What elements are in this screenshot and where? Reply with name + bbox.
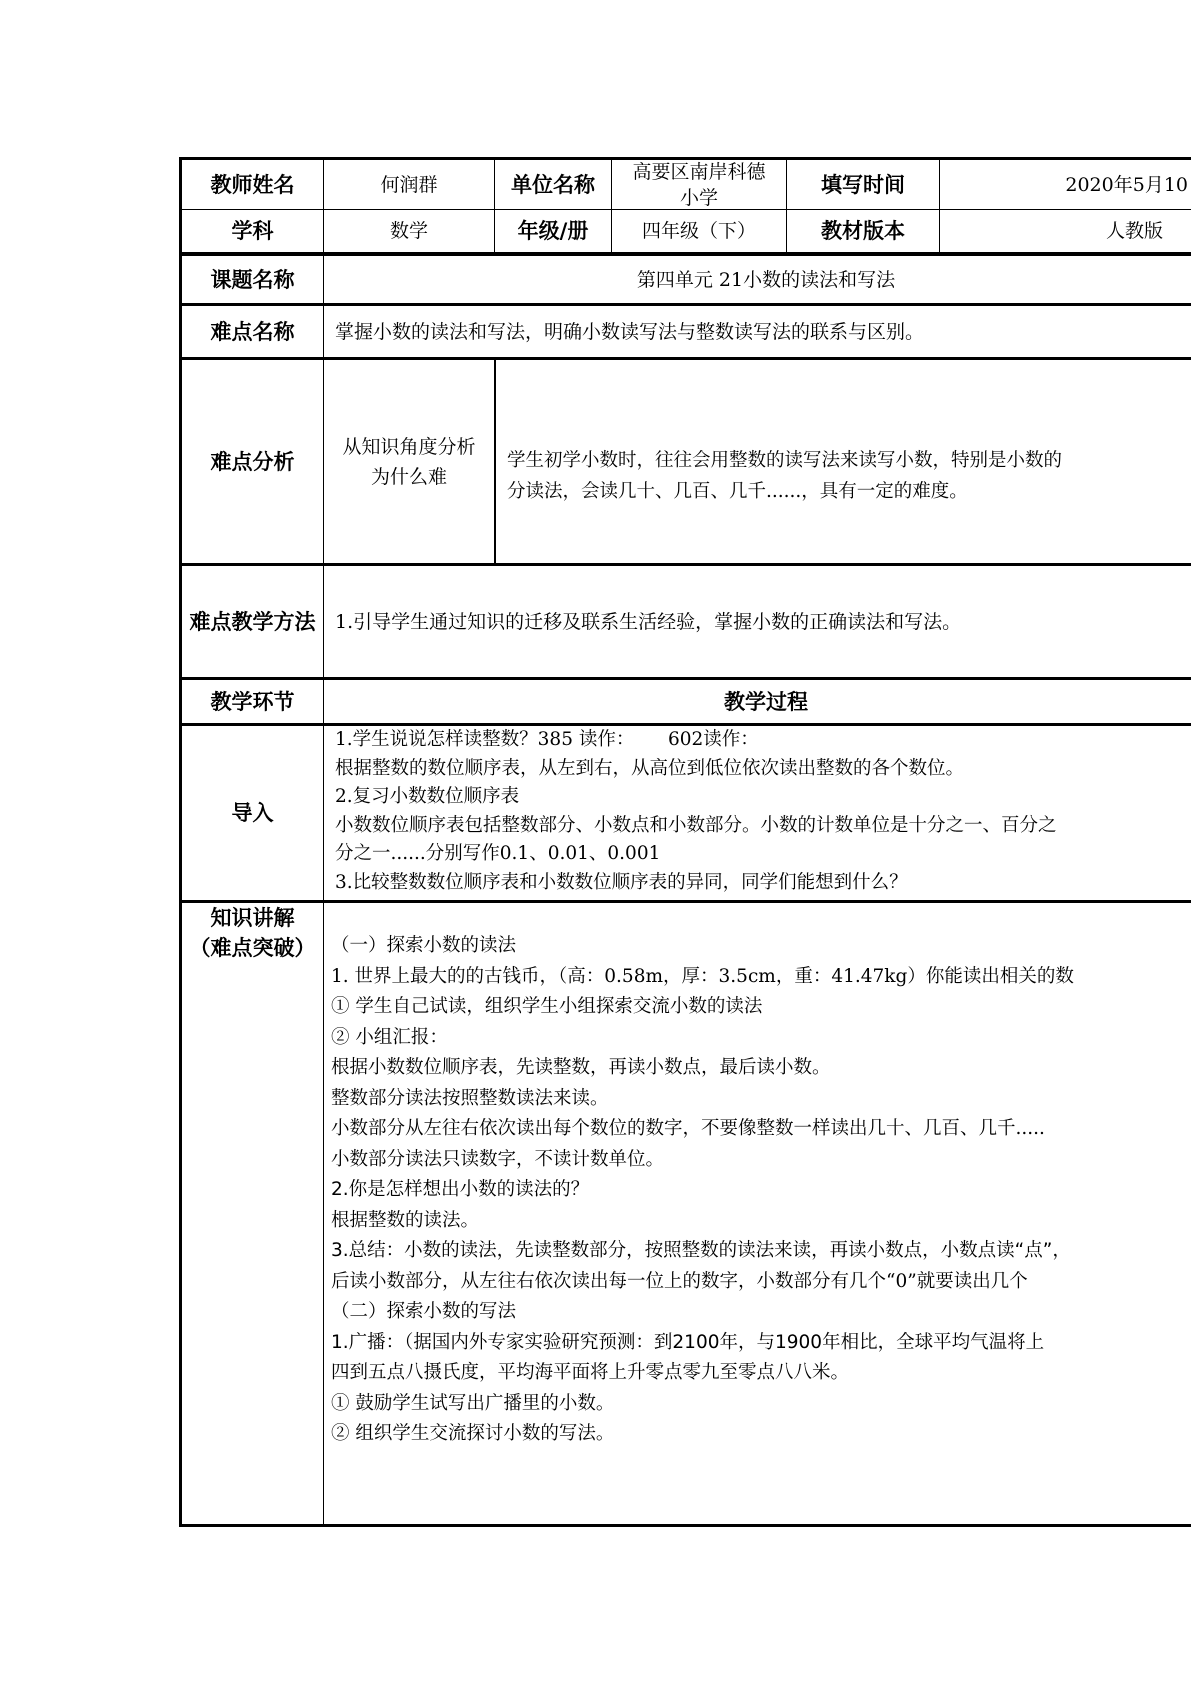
fill-date-value: 2020年5月10 [939,157,1191,210]
unit-name-label: 单位名称 [494,157,612,210]
intro-line: 根据整数的数位顺序表，从左到右，从高位到低位依次读出整数的各个数位。 [335,757,965,779]
knowledge-line: 3.总结：小数的读法，先读整数部分，按照整数的读法来读，再读小数点，小数点读“点”， [331,1240,1071,1261]
intro-line: 小数数位顺序表包括整数部分、小数点和小数部分。小数的计数单位是十分之一、百分之 [335,814,1057,836]
knowledge-line: ② 组织学生交流探讨小数的写法。 [331,1423,615,1444]
intro-text [323,723,1191,901]
knowledge-line: （二）探索小数的写法 [331,1301,517,1322]
knowledge-line: ① 鼓励学生试写出广播里的小数。 [331,1392,615,1414]
knowledge-line: （一）探索小数的读法 [331,935,517,956]
knowledge-line: 小数部分从左往右依次读出每个数位的数字，不要像整数一样读出几十、几百、几千..... [331,1118,1045,1139]
intro-line: 分之一......分别写作0.1、0.01、0.001 [335,843,661,865]
knowledge-label-line1: 知识讲解 [210,906,295,930]
knowledge-line: 四到五点八摄氏度，平均海平面将上升零点零九至零点八八米。 [331,1362,850,1383]
topic-value: 第四单元 21小数的读法和写法 [323,253,1191,304]
lesson-plan-table [179,157,1191,1527]
knowledge-line: 小数部分读法只读数字，不读计数单位。 [331,1148,665,1170]
intro-line: 3.比较整数数位顺序表和小数数位顺序表的异同，同学们能想到什么？ [335,871,908,893]
knowledge-line: 根据小数数位顺序表，先读整数，再读小数点，最后读小数。 [331,1057,831,1078]
edition-label: 教材版本 [786,209,940,253]
knowledge-label-line2: （难点突破） [189,936,316,960]
method-label: 难点教学方法 [179,563,324,678]
knowledge-line: 1. 世界上最大的的古钱币，（高：0.58m，厚：3.5cm，重：41.47kg）你能读出相关的数 [331,965,1074,987]
analysis-label: 难点分析 [179,357,324,564]
intro-label: 导入 [179,723,324,901]
edition-value: 人教版 [939,209,1191,253]
knowledge-line: 整数部分读法按照整数读法来读。 [331,1087,609,1109]
knowledge-line: 2.你是怎样想出小数的读法的？ [331,1179,590,1200]
knowledge-line: ② 小组汇报： [331,1026,448,1048]
knowledge-line: 后读小数部分，从左往右依次读出每一位上的数字，小数部分有几个“0”就要读出几个 [331,1270,1028,1292]
knowledge-text [323,900,1191,1527]
knowledge-line: ① 学生自己试读，组织学生小组探索交流小数的读法 [331,996,763,1017]
unit-name-value: 高要区南岸科德小学 [611,157,787,210]
grade-value: 四年级（下） [611,209,787,253]
analysis-text [494,357,1191,564]
analysis-line: 学生初学小数时，往往会用整数的读写法来读写小数，特别是小数的 [507,450,1063,471]
topic-label: 课题名称 [179,253,324,304]
difficulty-value: 掌握小数的读法和写法，明确小数读写法与整数读写法的联系与区别。 [323,303,1191,358]
knowledge-line: 1.广播：（据国内外专家实验研究预测：到2100年，与1900年相比，全球平均气温将上 [331,1331,1045,1353]
process-section-title: 教学过程 [323,677,1191,724]
subject-label: 学科 [179,209,324,253]
process-section-label: 教学环节 [179,677,324,724]
analysis-sub-label: 从知识角度分析为什么难 [323,357,495,564]
difficulty-label: 难点名称 [179,303,324,358]
analysis-line: 分读法，会读几十、几百、几千......，具有一定的难度。 [507,480,968,502]
method-value: 1.引导学生通过知识的迁移及联系生活经验，掌握小数的正确读法和写法。 [323,563,1191,678]
knowledge-line: 根据整数的读法。 [331,1209,480,1231]
intro-line: 2.复习小数数位顺序表 [335,786,520,808]
knowledge-label [179,900,324,1527]
intro-line: 1.学生说说怎样读整数？385 读作： 602读作： [335,729,759,750]
grade-label: 年级/册 [494,209,612,253]
subject-value: 数学 [323,209,495,253]
fill-date-label: 填写时间 [786,157,940,210]
teacher-name-value: 何润群 [323,157,495,210]
teacher-name-label: 教师姓名 [179,157,324,210]
